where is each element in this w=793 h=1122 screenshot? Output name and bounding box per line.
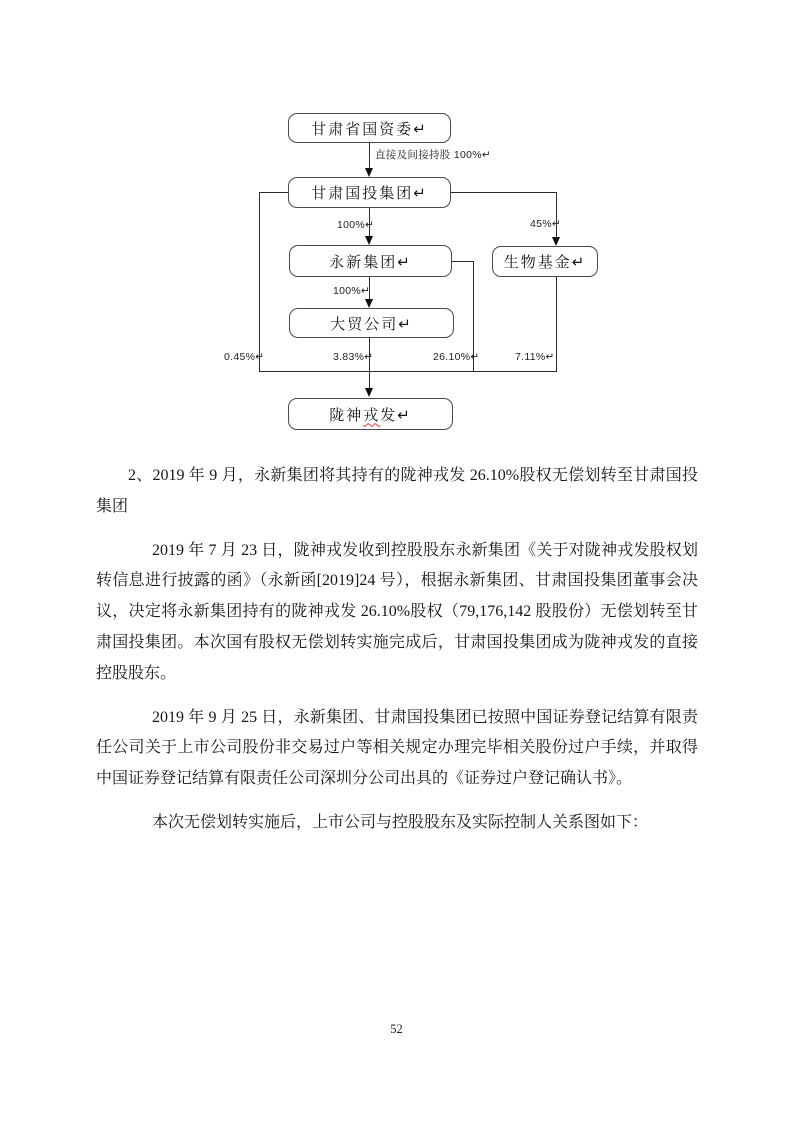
connector-line: [369, 143, 370, 169]
node-gansu-sasac: 甘肃省国资委↵: [288, 113, 451, 143]
longshen-label-pre: 陇神: [329, 406, 364, 424]
equity-structure-diagram: [0, 0, 793, 455]
connector-line: [556, 192, 557, 237]
connector-line: [259, 192, 260, 371]
node-longshen-rongfa: [288, 398, 453, 430]
section-heading: 2、2019 年 9 月，永新集团将其持有的陇神戎发 26.10%股权无偿划转至甘肃国投集团: [96, 467, 698, 515]
connector-line: [556, 277, 557, 371]
node-damao-company: 大贸公司↵: [289, 308, 454, 338]
node-gansu-guotou-group: 甘肃国投集团↵: [288, 177, 451, 208]
edge-label-100pct-guotou-yongxin: 100%↵: [337, 219, 375, 231]
page-number: 52: [390, 1022, 403, 1036]
edge-label-045pct: 0.45%↵: [224, 351, 265, 363]
connector-line: [369, 338, 370, 389]
arrowhead-down-icon: [365, 299, 373, 308]
connector-line: [451, 192, 557, 193]
connector-line: [452, 261, 473, 262]
node-yongxin-group: 永新集团↵: [289, 245, 452, 277]
node-bio-fund: 生物基金↵: [492, 246, 598, 277]
connector-line: [259, 371, 557, 372]
connector-line: [259, 192, 288, 193]
edge-label-45pct: 45%↵: [530, 218, 562, 230]
edge-label-100pct-yongxin-damao: 100%↵: [333, 285, 371, 297]
paragraph-registration: 2019 年 9 月 25 日，永新集团、甘肃国投集团已按照中国证券登记结算有限责任公司关于上市公司股份非交易过户等相关规定办理完毕相关股份过户手续，并取得中国证券登记结算有限责任公司深圳分公司出具的《证券过户登记确认书》。: [96, 708, 698, 788]
body-text: [96, 461, 698, 852]
edge-label-711pct: 7.11%↵: [515, 351, 555, 363]
longshen-label-post: 发↵: [380, 406, 412, 424]
arrowhead-down-icon: [365, 236, 373, 245]
arrowhead-down-icon: [552, 237, 560, 246]
arrowhead-down-icon: [365, 388, 373, 397]
arrowhead-down-icon: [365, 168, 373, 177]
longshen-label-spellcheck: 戎: [363, 406, 381, 424]
edge-label-383pct: 3.83%↵: [333, 351, 374, 363]
edge-label-2610pct: 26.10%↵: [433, 351, 480, 363]
paragraph-relationship-intro: 本次无偿划转实施后，上市公司与控股股东及实际控制人关系图如下：: [152, 813, 649, 831]
edge-label-direct-holding: 直接及间接持股 100%↵: [375, 149, 491, 161]
paragraph-transfer-notice: 2019 年 7 月 23 日，陇神戎发收到控股股东永新集团《关于对陇神戎发股权划转信息进行披露的函》（永新函[2019]24 号），根据永新集团、甘肃国投集团董事会决议，决定将永新集团持有的陇神戎发 26.10%股权（79,176,142 股股份）无偿划转至甘肃国投集团。本次国有股权无偿划转实施完成后，甘肃国投集团成为陇神戎发的直接控股股东。: [96, 541, 698, 682]
